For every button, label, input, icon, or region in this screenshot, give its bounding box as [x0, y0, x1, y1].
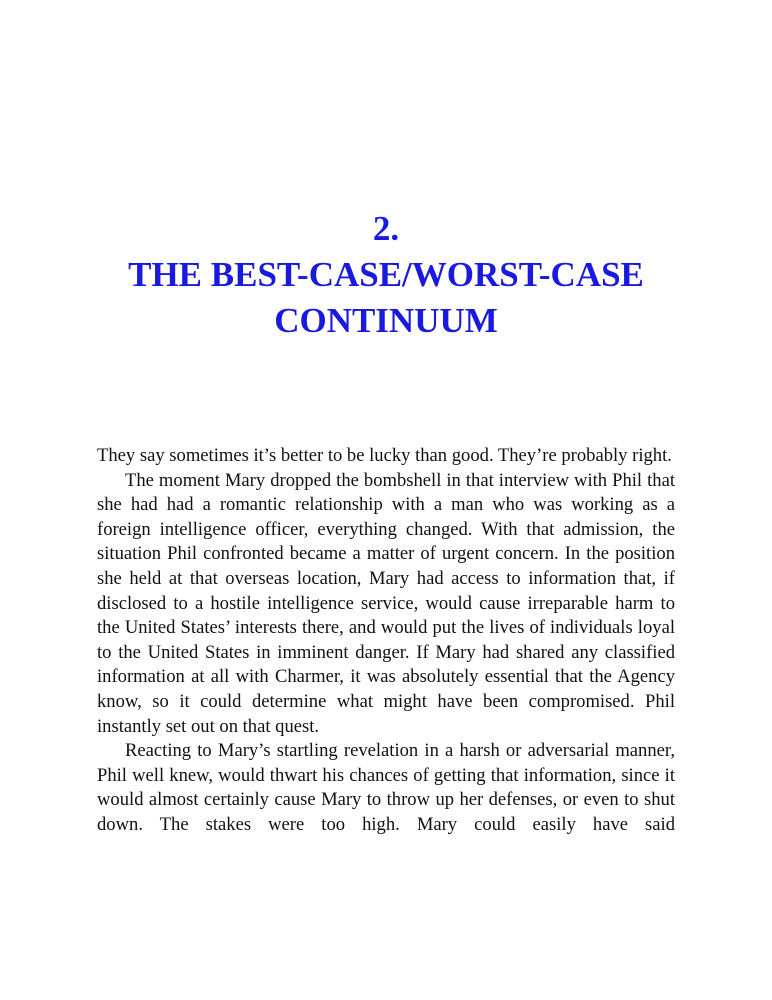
chapter-body	[97, 444, 675, 838]
paragraph: The moment Mary dropped the bombshell in that interview with Phil that she had had a romantic relationship with a man who was working as a foreign intelligence officer, everything changed. With that admission, the situation Phil confronted became a matter of urgent concern. In the position she held at that overseas location, Mary had access to information that, if disclosed to a hostile intelligence service, would cause irreparable harm to the United States’ interests there, and would put the lives of individuals loyal to the United States in imminent danger. If Mary had shared any classified information at all with Charmer, it was absolutely essential that the Agency know, so it could determine what might have been compromised. Phil instantly set out on that quest.	[97, 469, 675, 737]
paragraph: Reacting to Mary’s startling revelation in a harsh or adversarial manner, Phil well knew, would thwart his chances of getting that information, since it would almost certainly cause Mary to throw up her defenses, or even to shut down. The stakes were too high. Mary could easily have said	[97, 740, 675, 835]
chapter-number: 2.	[372, 209, 400, 248]
chapter-heading	[0, 206, 772, 344]
chapter-title-line-1: THE BEST-CASE/WORST-CASE	[128, 255, 644, 294]
paragraph: They say sometimes it’s better to be lucky than good. They’re probably right.	[97, 445, 672, 466]
chapter-title-line-2: CONTINUUM	[274, 301, 498, 340]
